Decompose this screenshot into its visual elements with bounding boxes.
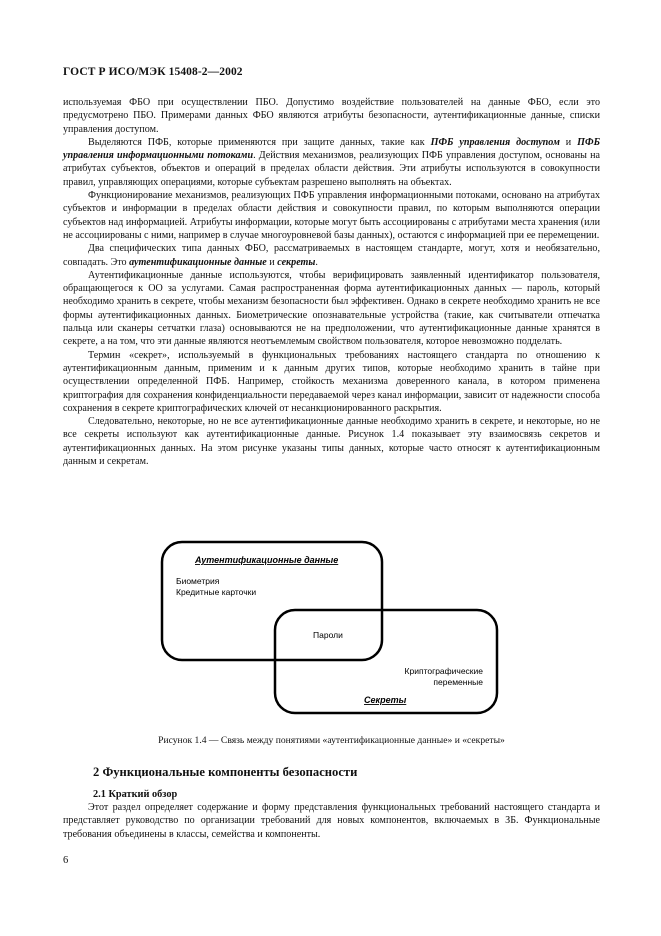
term-information-flow-sfp: ПФБ управления информационными потоками <box>63 136 600 162</box>
paragraph-2 <box>63 136 600 189</box>
secret-item-crypto-1: Криптографические <box>404 666 483 676</box>
subsection-title: 2.1 Краткий обзор <box>93 789 178 800</box>
figure-caption: Рисунок 1.4 — Связь между понятиями «аутентификационные данные» и «секреты» <box>158 735 505 746</box>
auth-data-title: Аутентификационные данные <box>195 555 339 565</box>
main-text <box>63 96 600 468</box>
secrets-title: Секреты <box>364 695 407 705</box>
page-number: 6 <box>63 855 69 866</box>
p4-text-a: Два специфических типа данных ФБО, рассматриваемых в настоящем стандарте, могут, хотя и необязательно, совпадать. Это <box>63 243 600 268</box>
overlap-passwords: Пароли <box>313 630 343 640</box>
term-secrets: секреты <box>277 256 316 268</box>
section-title: 2 Функциональные компоненты безопасности <box>93 765 358 779</box>
venn-figure <box>160 540 500 715</box>
p4-text-c: и <box>266 256 278 268</box>
auth-item-biometrics: Биометрия <box>176 576 220 586</box>
auth-item-credit-cards: Кредитные карточки <box>176 587 257 597</box>
paragraph-6: Термин «секрет», используемый в функциональных требованиях настоящего стандарта по отношению к аутентификационным данным, применим и к данным других типов, которые необходимо хранить в тайне при осуществлении определенной ПФБ. Например, стойкость механизма доверенного канала, в котором применена криптография для сохранения конфиденциальности передаваемой через канал информации, зависит от надежности способа сохранения в секрете криптографических ключей от несанкционированного раскрытия. <box>63 349 600 414</box>
section-body <box>63 801 600 841</box>
section-paragraph: Этот раздел определяет содержание и форму представления функциональных требований настоящего стандарта и представляет руководство по организации требований для новых компонентов, включаемых в ЗБ. Функциональные требования объединены в классы, семейства и компоненты. <box>63 802 600 840</box>
secret-item-crypto-2: переменные <box>433 677 483 687</box>
p2-text-c: и <box>559 136 578 148</box>
paragraph-5: Аутентификационные данные используются, чтобы верифицировать заявленный идентификатор пользователя, обращающегося к ОО за услугами. Самая распространенная форма аутентификационных данных — пароль, который необходимо хранить в секрете, чтобы механизм безопасности был эффективен. Однако в секрете необходимо хранить не все формы аутентификационных данных. Биометрические опознавательные устройства (такие, как считыватели отпечатка пальца или сканеры сетчатки глаза) основываются не на предположении, что аутентификационные данные хранятся в секрете, а на том, что эти данные являются неотъемлемым свойством пользователя, которое невозможно подделать. <box>63 269 600 348</box>
p2-text-e: . Действия механизмов, реализующих ПФБ управления доступом, основаны на атрибутах субъектов, объектов и операций в пределах области действия. Эти атрибуты используются в совокупности правил, управляющих операциями, которые субъектам разрешено выполнять на объектах. <box>63 150 600 188</box>
term-authentication-data: аутентификационные данные <box>129 256 267 268</box>
paragraph-7: Следовательно, некоторые, но не все аутентификационные данные необходимо хранить в секрете, и некоторые, но не все секреты используют как аутентификационные данные. Рисунок 1.4 показывает эту взаимосвязь секретов и аутентификационных данных. На этом рисунке указаны типы данных, которые часто относят к аутентификационным данным и секретам. <box>63 416 600 468</box>
document-header: ГОСТ Р ИСО/МЭК 15408-2—2002 <box>63 66 243 78</box>
paragraph-3: Функционирование механизмов, реализующих ПФБ управления информационными потоками, основано на атрибутах субъектов и информации в пределах области действия и совокупности правил, по которым выполняются операции субъектов над информацией. Атрибуты информации, которые могут быть ассоциированы с атрибутами места хранения (или не ассоциированы с ними, например в случае многоуровневой базы данных), остаются с информацией при ее перемещении. <box>63 190 600 241</box>
p2-text-a: Выделяются ПФБ, которые применяются при защите данных, такие как <box>88 136 431 148</box>
paragraph-4 <box>63 242 600 269</box>
paragraph-1: используемая ФБО при осуществлении ПБО. Допустимо воздействие пользователей на данные ФБО, если это предусмотрено ПБО. Примерами данных ФБО являются атрибуты безопасности, аутентификационные данные, списки управления доступом. <box>63 97 600 135</box>
p4-text-e: . <box>315 256 318 268</box>
term-access-control-sfp: ПФБ управления доступом <box>430 136 560 148</box>
